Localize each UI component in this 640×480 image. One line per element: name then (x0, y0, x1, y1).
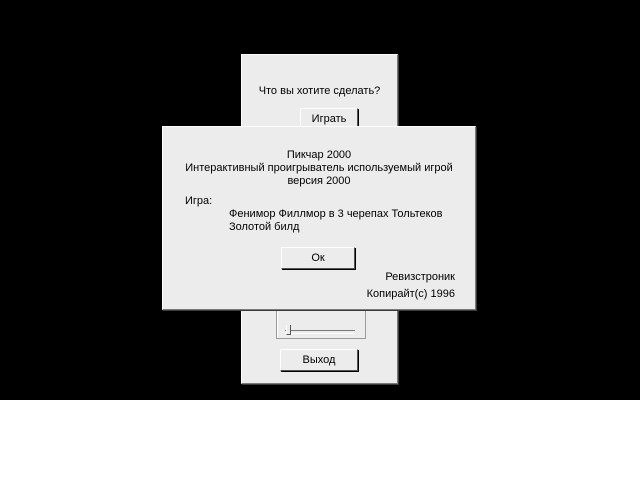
game-build: Золотой билд (229, 221, 300, 233)
play-button[interactable]: Играть (300, 108, 358, 130)
ok-button[interactable]: Ок (281, 247, 355, 269)
game-title: Фенимор Филлмор в 3 черепах Тольтеков (229, 208, 443, 220)
company-name: Ревизстроник (385, 271, 455, 283)
app-version: версия 2000 (287, 175, 351, 187)
app-description: Интерактивный проигрыватель используемый игрой (185, 162, 453, 174)
copyright-notice: Копирайт(c) 1996 (366, 288, 455, 300)
menu-question-label: Что вы хотите сделать? (258, 85, 381, 97)
app-name: Пикчар 2000 (286, 149, 352, 161)
blur-slider-track[interactable] (285, 330, 355, 334)
exit-button[interactable]: Выход (280, 349, 358, 371)
blur-slider-thumb[interactable] (286, 325, 291, 335)
game-label: Игра: (185, 195, 213, 207)
about-dialog (162, 126, 476, 310)
